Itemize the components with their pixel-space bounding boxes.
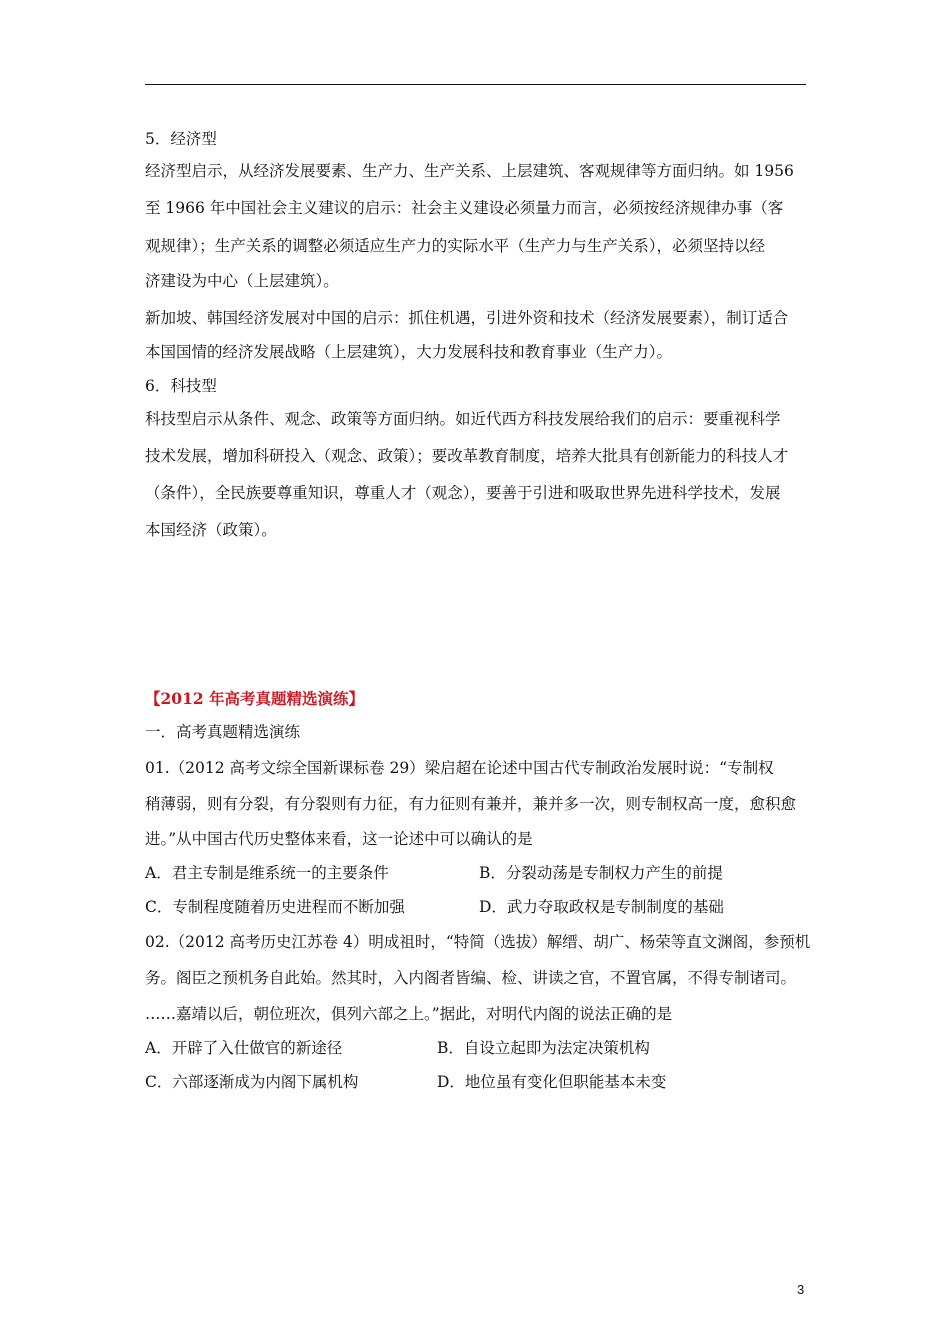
question-1-line: 稍薄弱，则有分裂，有分裂则有力征，有力征则有兼并，兼并多一次，则专制权高一度，愈积愈 (145, 795, 797, 813)
paragraph-line: （条件），全民族要尊重知识，尊重人才（观念），要善于引进和吸取世界先进科学技术，发展 (145, 484, 781, 502)
question-2-option-a: A．开辟了入仕做官的新途径 (145, 1039, 343, 1057)
paragraph-line: 观规律）；生产关系的调整必须适应生产力的实际水平（生产力与生产关系），必须坚持以经 (145, 237, 766, 255)
question-1-line: 01.（2012 高考文综全国新课标卷 29）梁启超在论述中国古代专制政治发展时说：“专制权 (145, 759, 774, 777)
question-2-option-c: C．六部逐渐成为内阁下属机构 (145, 1073, 359, 1091)
paragraph-line: 新加坡、韩国经济发展对中国的启示：抓住机遇，引进外资和技术（经济发展要素），制订适合 (145, 309, 789, 327)
paragraph-line: 科技型启示从条件、观念、政策等方面归纳。如近代西方科技发展给我们的启示：要重视科学 (145, 410, 781, 428)
paragraph-line: 本国经济（政策）。 (145, 521, 277, 539)
question-1-line: 进。”从中国古代历史整体来看，这一论述中可以确认的是 (145, 830, 533, 848)
paragraph-line: 本国国情的经济发展战略（上层建筑），大力发展科技和教育事业（生产力）。 (145, 343, 673, 361)
question-2-line: 务。阁臣之预机务自此始。然其时，入内阁者皆编、检、讲读之官，不置官属，不得专制诸司。 (145, 969, 797, 987)
page-number: 3 (797, 1282, 805, 1297)
question-2-line: ……嘉靖以后，朝位班次，俱列六部之上。”据此，对明代内阁的说法正确的是 (145, 1005, 673, 1023)
question-1-option-a: A．君主专制是维系统一的主要条件 (145, 864, 389, 882)
header-rule (145, 84, 806, 85)
paragraph-line: 济建设为中心（上层建筑）。 (145, 272, 339, 290)
paragraph-line: 技术发展，增加科研投入（观念、政策）；要改革教育制度，培养大批具有创新能力的科技人才 (145, 447, 789, 465)
subsection-heading: 一．高考真题精选演练 (145, 723, 301, 741)
section-heading-technology: 6．科技型 (145, 377, 217, 395)
paragraph-line: 经济型启示，从经济发展要素、生产力、生产关系、上层建筑、客观规律等方面归纳。如 1956 (145, 162, 794, 180)
paragraph-line: 至 1966 年中国社会主义建议的启示：社会主义建设必须量力而言，必须按经济规律办事（客 (145, 199, 784, 217)
question-2-option-d: D．地位虽有变化但职能基本未变 (437, 1073, 667, 1091)
question-1-option-b: B．分裂动荡是专制权力产生的前提 (479, 864, 723, 882)
question-1-option-c: C．专制程度随着历史进程而不断加强 (145, 898, 405, 916)
section-title: 【2012 年高考真题精选演练】 (145, 689, 365, 708)
question-1-option-d: D．武力夺取政权是专制制度的基础 (479, 898, 724, 916)
section-heading-economic: 5．经济型 (145, 130, 217, 148)
question-2-option-b: B．自设立起即为法定决策机构 (437, 1039, 650, 1057)
question-2-line: 02.（2012 高考历史江苏卷 4）明成祖时，“特简（选拔）解缙、胡广、杨荣等直文渊阁，参预机 (145, 933, 811, 951)
